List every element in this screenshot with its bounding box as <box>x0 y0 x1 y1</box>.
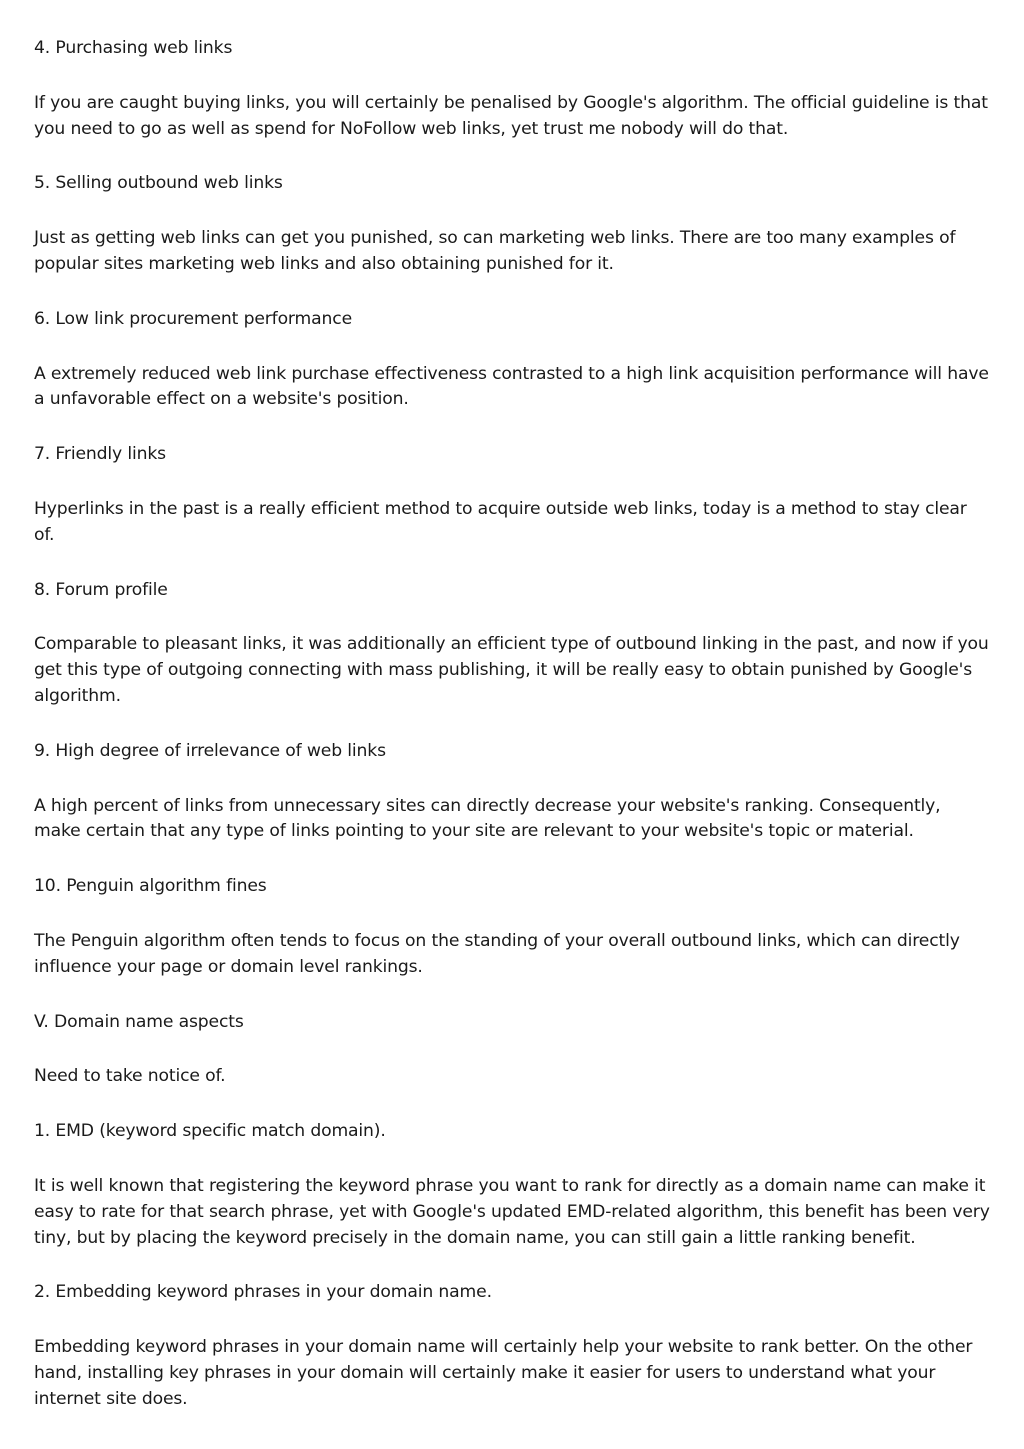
document-body <box>34 36 990 1442</box>
paragraph-take-notice: Need to take notice of. <box>34 1066 226 1087</box>
paragraph-friendly-links: Hyperlinks in the past is a really efficient method to acquire outside web links, today is a method to stay clear of. <box>34 498 967 545</box>
heading-domain-name-aspects: V. Domain name aspects <box>34 1011 244 1032</box>
paragraph-embedding-keywords: Embedding keyword phrases in your domain name will certainly help your website to rank better. On the other hand, installing key phrases in your domain will certainly make it easier for users to understand what your internet site does. <box>34 1337 973 1409</box>
heading-penguin-algorithm: 10. Penguin algorithm fines <box>34 876 267 897</box>
paragraph-penguin-algorithm: The Penguin algorithm often tends to focus on the standing of your overall outbound links, which can directly influence your page or domain level rankings. <box>34 930 960 977</box>
heading-friendly-links: 7. Friendly links <box>34 444 166 465</box>
paragraph-emd: It is well known that registering the keyword phrase you want to rank for directly as a domain name can make it easy to rate for that search phrase, yet with Google's updated EMD-related algorithm, this benefit has been very tiny, but by placing the keyword precisely in the domain name, you can still gain a little ranking benefit. <box>34 1175 990 1248</box>
paragraph-selling-outbound-links: Just as getting web links can get you punished, so can marketing web links. There are too many examples of popular sites marketing web links and also obtaining punished for it. <box>34 228 956 274</box>
paragraph-forum-profile: Comparable to pleasant links, it was additionally an efficient type of outbound linking in the past, and now if you get this type of outgoing connecting with mass publishing, it will be really easy to obtain punished by Google's algorithm. <box>34 634 989 706</box>
heading-forum-profile: 8. Forum profile <box>34 579 168 600</box>
paragraph-purchasing-web-links: If you are caught buying links, you will certainly be penalised by Google's algorithm. The official guideline is that you need to go as well as spend for NoFollow web links, yet trust me nobody will do that. <box>34 92 988 139</box>
heading-purchasing-web-links: 4. Purchasing web links <box>34 38 233 58</box>
heading-emd: 1. EMD (keyword specific match domain). <box>34 1121 386 1142</box>
heading-embedding-keywords: 2. Embedding keyword phrases in your domain name. <box>34 1282 492 1303</box>
paragraph-low-link-procurement: A extremely reduced web link purchase effectiveness contrasted to a high link acquisition performance will have a unfavorable effect on a website's position. <box>34 363 989 410</box>
heading-irrelevance-of-links: 9. High degree of irrelevance of web links <box>34 740 386 761</box>
heading-low-link-procurement: 6. Low link procurement performance <box>34 308 352 329</box>
heading-selling-outbound-links: 5. Selling outbound web links <box>34 173 283 194</box>
paragraph-irrelevance-of-links: A high percent of links from unnecessary sites can directly decrease your website's ranking. Consequently, make certain that any type of links pointing to your site are relevant to your website's topic or material. <box>34 795 941 842</box>
